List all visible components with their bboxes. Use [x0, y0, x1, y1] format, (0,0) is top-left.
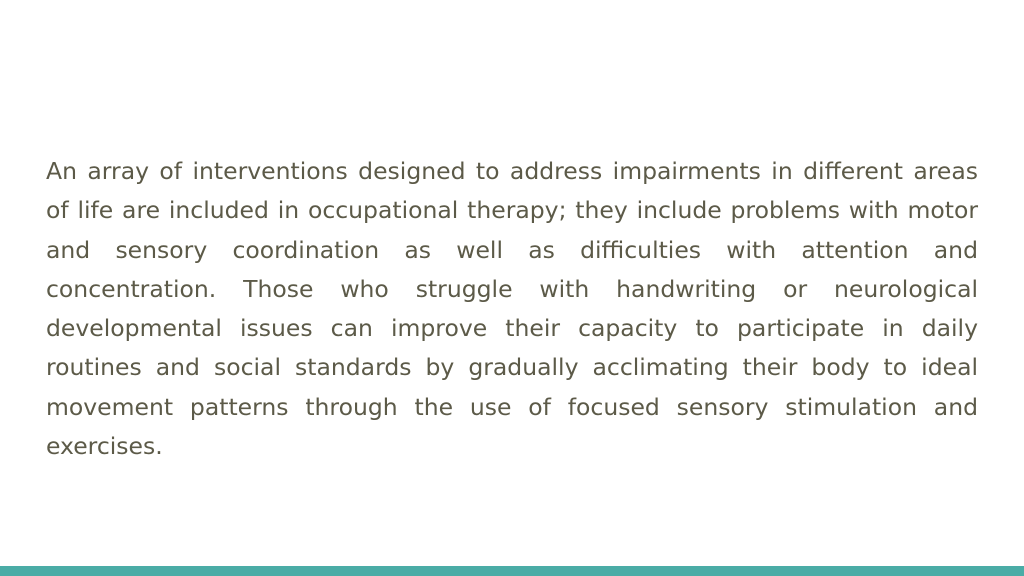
- accent-bar: [0, 566, 1024, 576]
- body-paragraph: An array of interventions designed to address impairments in different areas of life are included in occupational therapy; they include problems with motor and sensory coordination as well as difficulties with attention and concentration. Those who struggle with handwriting or neurological developmental issues can improve their capacity to participate in daily routines and social standards by gradually acclimating their body to ideal movement patterns through the use of focused sensory stimulation and exercises.: [46, 157, 978, 461]
